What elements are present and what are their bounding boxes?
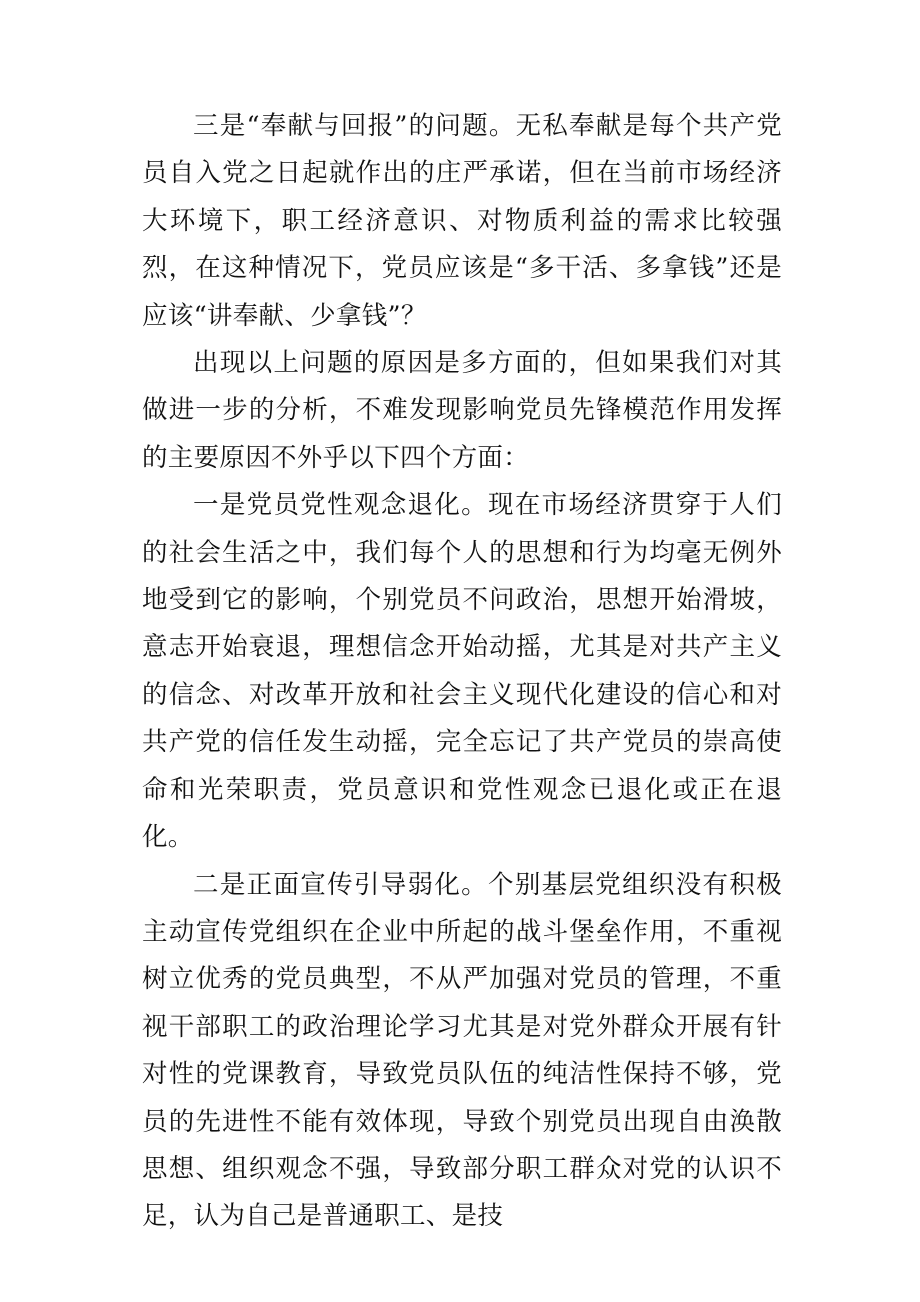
paragraph-party-spirit: 一是党员党性观念退化。现在市场经济贯穿于人们的社会生活之中，我们每个人的思想和行为均毫无例外地受到它的影响，个别党员不问政治，思想开始滑坡，意志开始衰退，理想信念开始动摇，尤其是对共产主义的信念、对改革开放和社会主义现代化建设的信心和对共产党的信任发生动摇，完全忘记了共产党员的崇高使命和光荣职责，党员意识和党性观念已退化或正在退化。 (142, 490, 782, 853)
paragraph-contribution-reward: 三是“奉献与回报”的问题。无私奉献是每个共产党员自入党之日起就作出的庄严承诺，但在当前市场经济大环境下，职工经济意识、对物质利益的需求比较强烈，在这种情况下，党员应该是“多干活、多拿钱”还是应该“讲奉献、少拿钱”？ (142, 111, 782, 331)
paragraph-publicity-guidance: 二是正面宣传引导弱化。个别基层党组织没有积极主动宣传党组织在企业中所起的战斗堡垒作用，不重视树立优秀的党员典型，不从严加强对党员的管理，不重视干部职工的政治理论学习尤其是对党外群众开展有针对性的党课教育，导致党员队伍的纯洁性保持不够，党员的先进性不能有效体现，导致个别党员出现自由涣散思想、组织观念不强，导致部分职工群众对党的认识不足，认为自己是普通职工、是技 (142, 869, 782, 1232)
document-body (142, 103, 782, 1241)
paragraph-causes-intro: 出现以上问题的原因是多方面的，但如果我们对其做进一步的分析，不难发现影响党员先锋模范作用发挥的主要原因不外乎以下四个方面： (142, 348, 782, 473)
